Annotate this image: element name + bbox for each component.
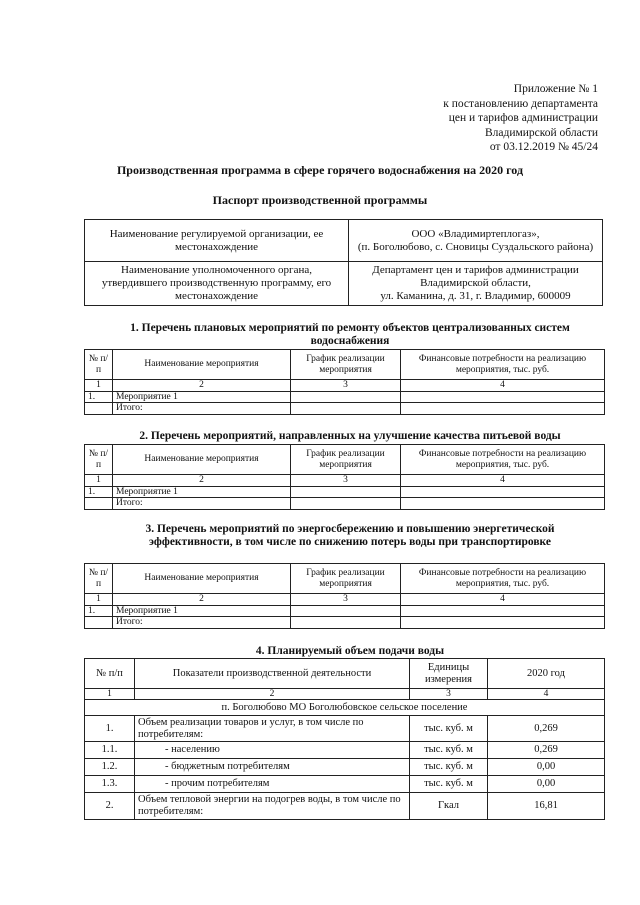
section-3-title-line: эффективности, в том числе по снижению потерь воды при транспортировке [149, 536, 551, 548]
header-finance: Финансовые потребности на реализацию мероприятия, тыс. руб. [401, 564, 605, 594]
row-num: 1. [85, 605, 113, 617]
total-schedule [291, 498, 401, 510]
vol-row-num: 1.2. [85, 759, 135, 776]
vol-row-num: 1. [85, 716, 135, 742]
appendix-line: цен и тарифов администрации [448, 112, 598, 124]
row-schedule [291, 486, 401, 498]
vol-row-value: 0,269 [488, 742, 605, 759]
passport-org-value-line: (п. Боголюбово, с. Сновицы Суздальского района) [357, 240, 594, 253]
passport-authority-value-line: ул. Каманина, д. 31, г. Владимир, 600009 [380, 290, 571, 302]
header-name: Наименование мероприятия [113, 445, 291, 475]
passport-org-value [349, 220, 603, 262]
total-schedule [291, 403, 401, 415]
passport-authority-value [349, 262, 603, 306]
vol-row-value: 0,00 [488, 759, 605, 776]
col-number: 3 [410, 689, 488, 700]
col-number: 4 [488, 689, 605, 700]
passport-title: Паспорт производственной программы [212, 193, 428, 207]
col-number: 3 [291, 594, 401, 606]
appendix-block [443, 82, 598, 155]
vol-row-value: 0,00 [488, 776, 605, 793]
appendix-line: к постановлению департамента [443, 97, 598, 110]
row-num: 1. [85, 486, 113, 498]
passport-table [84, 219, 603, 306]
total-label: Итого: [113, 617, 291, 629]
header-name: Наименование мероприятия [113, 350, 291, 380]
col-number: 4 [401, 594, 605, 606]
vol-row-unit: тыс. куб. м [410, 742, 488, 759]
vol-row-unit: тыс. куб. м [410, 759, 488, 776]
vol-header-num: № п/п [85, 659, 135, 689]
vol-row-unit: Гкал [410, 793, 488, 820]
row-name: Мероприятие 1 [113, 605, 291, 617]
passport-org-label: Наименование регулируемой организации, ее местонахождение [85, 220, 349, 262]
vol-row-value: 16,81 [488, 793, 605, 820]
row-num: 1. [85, 391, 113, 403]
vol-row-num: 1.1. [85, 742, 135, 759]
section-2-table [84, 444, 605, 510]
section-1-table [84, 349, 605, 415]
col-number: 2 [113, 475, 291, 487]
vol-row-name: - населению [135, 742, 410, 759]
total-finance [401, 498, 605, 510]
total-num [85, 498, 113, 510]
volume-table [84, 658, 605, 820]
section-1-title [85, 322, 615, 348]
header-num: № п/п [85, 350, 113, 380]
vol-row-name: - прочим потребителям [135, 776, 410, 793]
header-name: Наименование мероприятия [113, 564, 291, 594]
header-schedule: График реализации мероприятия [291, 445, 401, 475]
vol-row-name: - бюджетным потребителям [135, 759, 410, 776]
col-number: 4 [401, 380, 605, 392]
row-finance [401, 391, 605, 403]
row-name: Мероприятие 1 [113, 391, 291, 403]
row-schedule [291, 605, 401, 617]
total-num [85, 617, 113, 629]
vol-row-num: 2. [85, 793, 135, 820]
appendix-line: Приложение № 1 [513, 83, 598, 95]
vol-group-row: п. Боголюбово МО Боголюбовское сельское поселение [85, 700, 605, 716]
vol-row-name: Объем реализации товаров и услуг, в том числе по потребителям: [135, 716, 410, 742]
total-num [85, 403, 113, 415]
section-3-title [85, 523, 615, 549]
total-finance [401, 403, 605, 415]
vol-row-unit: тыс. куб. м [410, 716, 488, 742]
header-num: № п/п [85, 564, 113, 594]
passport-authority-value-line: Департамент цен и тарифов администрации [372, 264, 579, 276]
section-2-title-line: 2. Перечень мероприятий, направленных на улучшение качества питьевой воды [139, 430, 561, 442]
col-number: 1 [85, 689, 135, 700]
appendix-line: Владимирской области [484, 126, 598, 139]
vol-row-num: 1.3. [85, 776, 135, 793]
header-finance: Финансовые потребности на реализацию мероприятия, тыс. руб. [401, 445, 605, 475]
header-schedule: График реализации мероприятия [291, 350, 401, 380]
col-number: 2 [113, 594, 291, 606]
section-1-title-line: 1. Перечень плановых мероприятий по ремонту объектов централизованных систем [130, 322, 570, 334]
vol-row-unit: тыс. куб. м [410, 776, 488, 793]
col-number: 2 [135, 689, 410, 700]
section-3-table [84, 563, 605, 629]
document-title: Производственная программа в сфере горячего водоснабжения на 2020 год [116, 163, 524, 177]
section-2-title [85, 430, 615, 443]
vol-row-name: Объем тепловой энергии на подогрев воды, в том числе по потребителям: [135, 793, 410, 820]
col-number: 3 [291, 475, 401, 487]
col-number: 1 [85, 475, 113, 487]
vol-header-unit: Единицы измерения [410, 659, 488, 689]
total-label: Итого: [113, 403, 291, 415]
col-number: 1 [85, 594, 113, 606]
total-schedule [291, 617, 401, 629]
row-finance [401, 605, 605, 617]
row-name: Мероприятие 1 [113, 486, 291, 498]
header-num: № п/п [85, 445, 113, 475]
row-schedule [291, 391, 401, 403]
col-number: 3 [291, 380, 401, 392]
col-number: 2 [113, 380, 291, 392]
vol-header-year: 2020 год [488, 659, 605, 689]
col-number: 4 [401, 475, 605, 487]
header-schedule: График реализации мероприятия [291, 564, 401, 594]
section-1-title-line: водоснабжения [310, 335, 390, 347]
vol-row-value: 0,269 [488, 716, 605, 742]
passport-authority-value-line: Владимирской области, [420, 277, 531, 289]
row-finance [401, 486, 605, 498]
passport-org-value-line: ООО «Владимиртеплогаз», [411, 227, 540, 240]
section-4-title: 4. Планируемый объем подачи воды [255, 645, 445, 657]
section-3-title-line: 3. Перечень мероприятий по энергосбережению и повышению энергетической [145, 523, 555, 535]
total-label: Итого: [113, 498, 291, 510]
passport-authority-label: Наименование уполномоченного органа, утвердившего производственную программу, его местонахождение [85, 262, 349, 306]
header-finance: Финансовые потребности на реализацию мероприятия, тыс. руб. [401, 350, 605, 380]
appendix-line: от 03.12.2019 № 45/24 [489, 141, 598, 153]
total-finance [401, 617, 605, 629]
vol-header-indicator: Показатели производственной деятельности [135, 659, 410, 689]
col-number: 1 [85, 380, 113, 392]
